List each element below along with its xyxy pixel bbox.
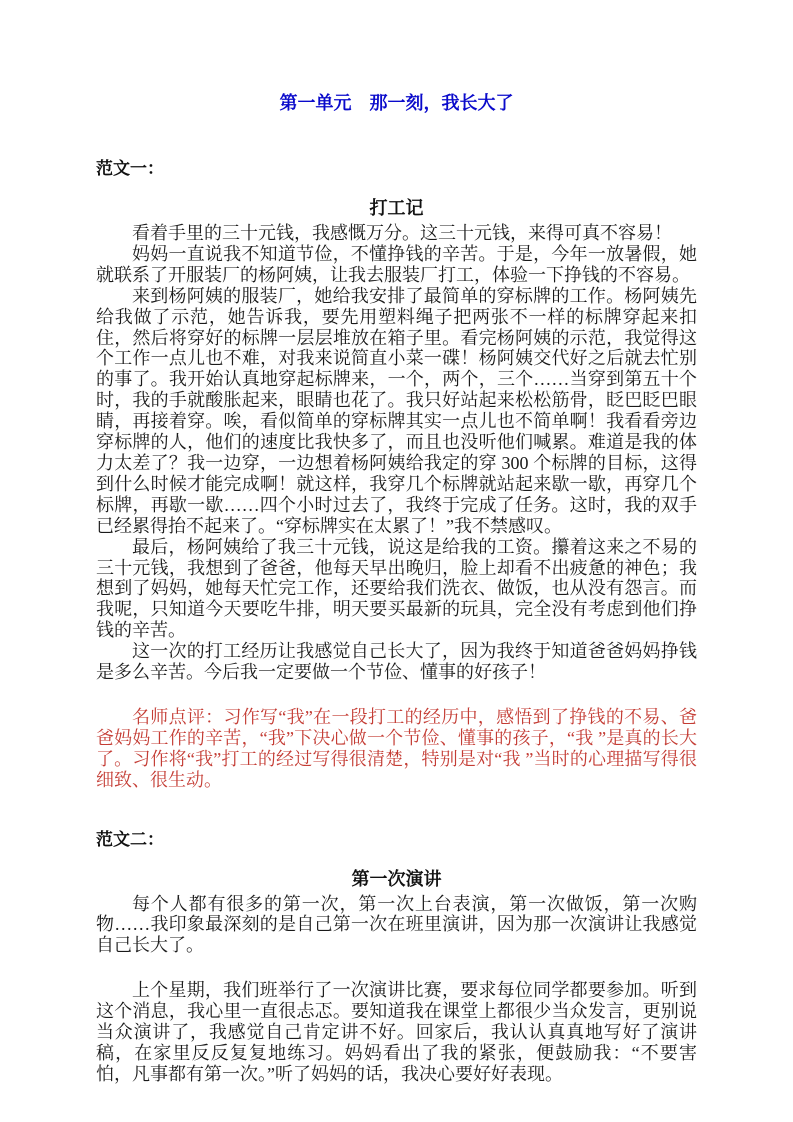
- spacer: [96, 683, 697, 707]
- essay2-paragraph-1: 每个人都有很多的第一次，第一次上台表演，第一次做饭，第一次购物……我印象最深刻的是自己第一次在班里演讲，因为那一次演讲让我感觉自己长大了。: [96, 893, 697, 956]
- essay1-paragraph-1: 看着手里的三十元钱，我感慨万分。这三十元钱，来得可真不容易！: [132, 223, 672, 243]
- essay1-section: [96, 159, 697, 791]
- unit-title: 第一单元 那一刻，我长大了: [279, 93, 514, 113]
- spacer: [96, 956, 697, 980]
- essay1-paragraph-2: 妈妈一直说我不知道节俭，不懂挣钱的辛苦。于是，今年一放暑假，她就联系了开服装厂的杨阿姨，让我去服装厂打工，体验一下挣钱的不容易。: [96, 243, 697, 285]
- essay2-section: [96, 830, 697, 1085]
- teacher-comment: 名师点评：习作写“我”在一段打工的经历中，感悟到了挣钱的不易、爸爸妈妈工作的辛苦，“我”下决心做一个节俭、懂事的孩子，“我 ”是真的长大了。习作将“我”打工的经过写得很清楚，特别是对“我 ”当时的心理描写得很细致、很生动。: [96, 706, 697, 790]
- essay2-title: 第一次演讲: [351, 868, 442, 889]
- essay1-label: 范文一：: [96, 159, 164, 178]
- essay1-title: 打工记: [369, 198, 424, 218]
- essay1-paragraph-5: 这一次的打工经历让我感觉自己长大了，因为我终于知道爸爸妈妈挣钱是多么辛苦。今后我一定要做一个节俭、懂事的好孩子！: [96, 641, 697, 683]
- essay1-paragraph-3: 来到杨阿姨的服装厂，她给我安排了最简单的穿标牌的工作。杨阿姨先给我做了示范，她告诉我，要先用塑料绳子把两张不一样的标牌穿起来扣住，然后将穿好的标牌一层层堆放在箱子里。看完杨阿姨的示范，我觉得这个工作一点儿也不难，对我来说简直小菜一碟！杨阿姨交代好之后就去忙别的事了。我开始认真地穿起标牌来，一个，两个，三个……当穿到第五十个时，我的手就酸胀起来，眼睛也花了。我只好站起来松松筋骨，眨巴眨巴眼睛，再接着穿。唉，看似简单的穿标牌其实一点儿也不简单啊！我看看旁边穿标牌的人，他们的速度比我快多了，而且也没听他们喊累。难道是我的体力太差了？我一边穿，一边想着杨阿姨给我定的穿 300 个标牌的目标，这得到什么时候才能完成啊！就这样，我穿几个标牌就站起来歇一歇，再穿几个标牌，再歇一歇……四个小时过去了，我终于完成了任务。这时，我的双手已经累得抬不起来了。“穿标牌实在太累了！”我不禁感叹。: [96, 285, 697, 536]
- essay1-paragraph-4: 最后，杨阿姨给了我三十元钱，说这是给我的工资。攥着这来之不易的三十元钱，我想到了爸爸，他每天早出晚归，脸上却看不出疲惫的神色；我想到了妈妈，她每天忙完工作，还要给我们洗衣、做饭，也从没有怨言。而我呢，只知道今天要吃牛排，明天要买最新的玩具，完全没有考虑到他们挣钱的辛苦。: [96, 536, 697, 641]
- spacer: [96, 791, 697, 830]
- essay2-paragraph-2: 上个星期，我们班举行了一次演讲比赛，要求每位同学都要参加。听到这个消息，我心里一直很忐忑。要知道我在课堂上都很少当众发言，更别说当众演讲了，我感觉自己肯定讲不好。回家后，我认认真真地写好了演讲稿，在家里反反复复地练习。妈妈看出了我的紧张，便鼓励我：“不要害怕，凡事都有第一次。”听了妈妈的话，我决心要好好表现。: [96, 980, 697, 1084]
- essay2-label: 范文二：: [96, 829, 164, 849]
